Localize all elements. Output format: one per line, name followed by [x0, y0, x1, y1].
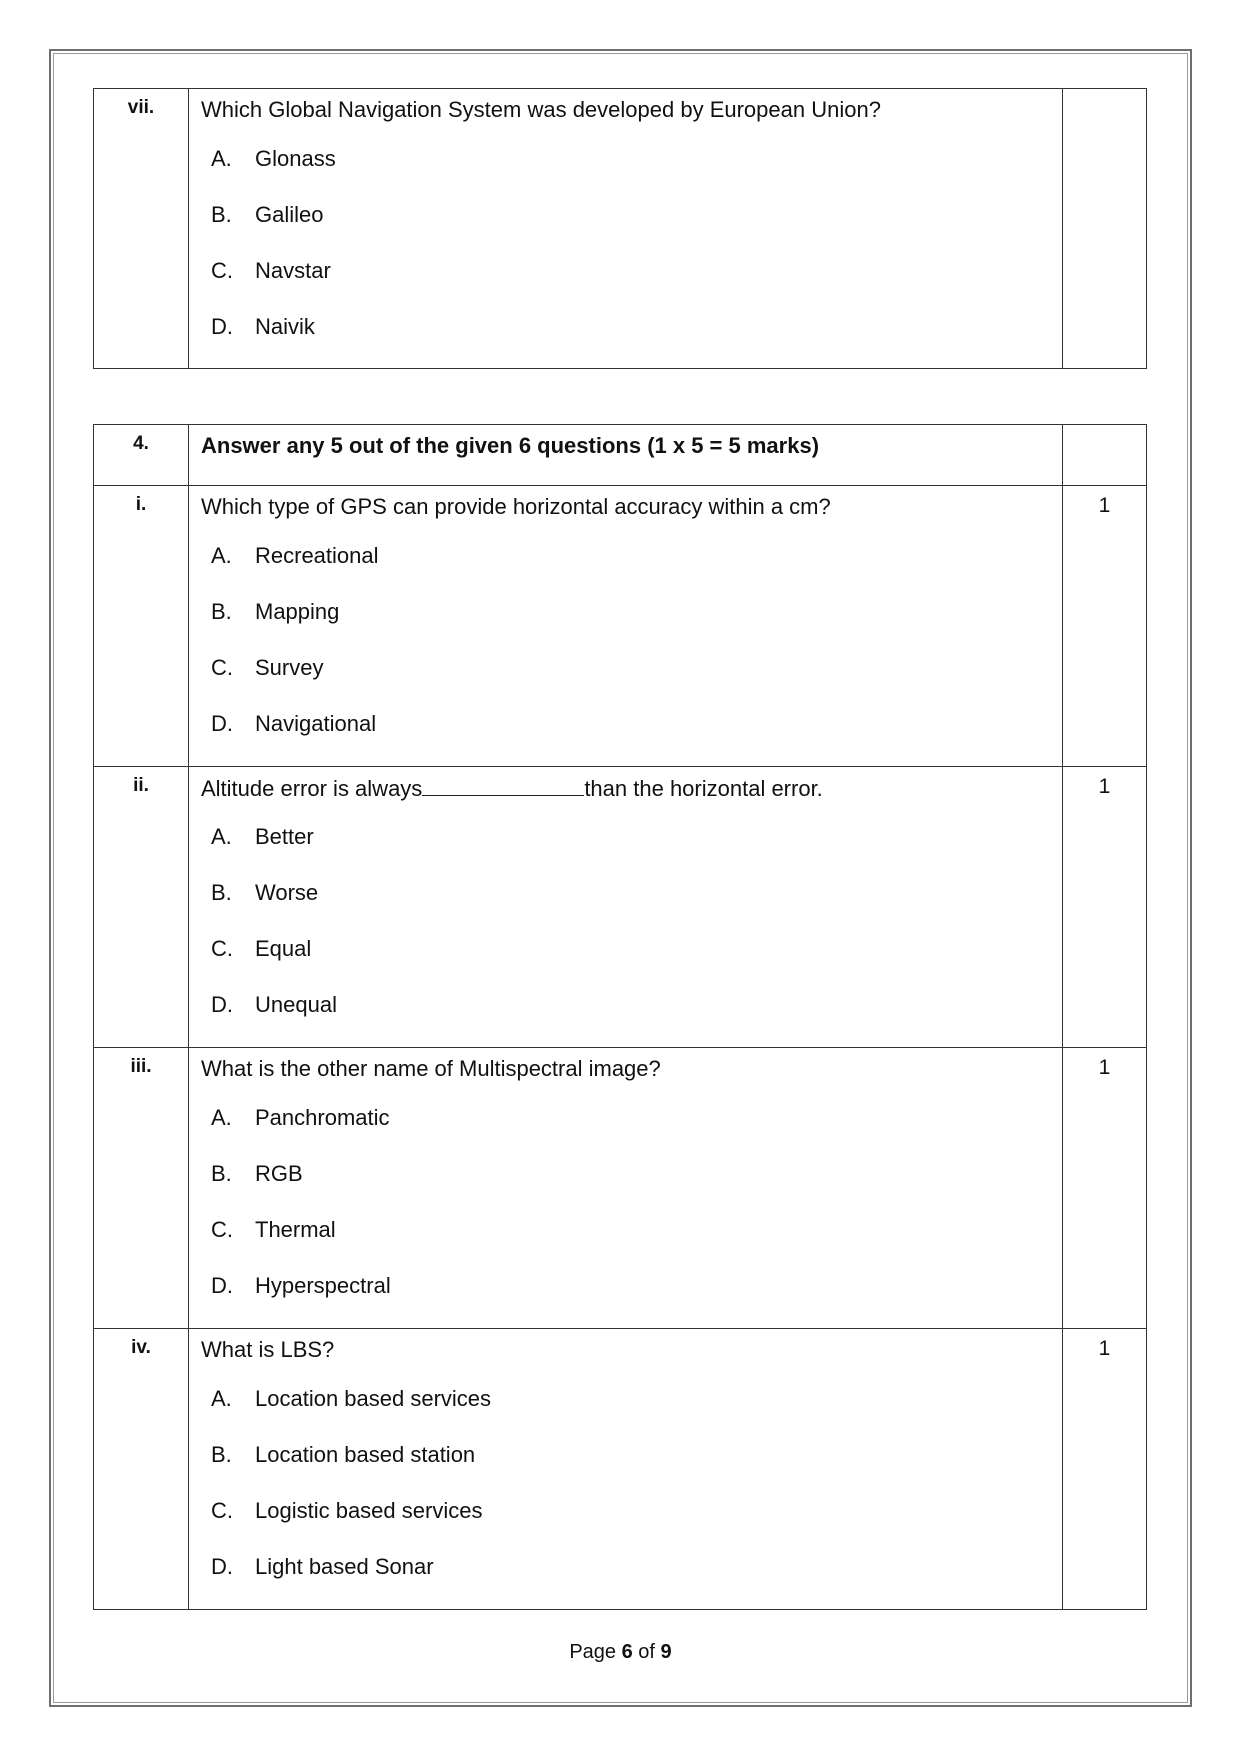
total-pages: 9 [660, 1641, 672, 1663]
option-b: B. RGB [211, 1161, 303, 1186]
question-row-i [94, 486, 1147, 767]
option-c: C. Thermal [211, 1217, 336, 1242]
question-number: ii. [94, 767, 189, 1048]
option-a: A. Recreational [211, 543, 379, 568]
question-number: iii. [94, 1048, 189, 1329]
question-row-ii [94, 767, 1147, 1048]
question-text: Which Global Navigation System was developed by European Union? [201, 97, 881, 122]
page-label: Page [569, 1641, 617, 1663]
option-d: D. Naivik [211, 314, 315, 339]
question-text: What is the other name of Multispectral image? [201, 1056, 661, 1081]
section-number: 4. [94, 425, 189, 486]
marks-value: 1 [1063, 486, 1147, 767]
question-number: iv. [94, 1329, 189, 1610]
option-a: A. Better [211, 824, 314, 849]
question-number: i. [94, 486, 189, 767]
section-heading-cell [189, 425, 1063, 486]
option-c: C. Navstar [211, 258, 331, 283]
marks-cell [1063, 425, 1147, 486]
option-c: C. Survey [211, 655, 324, 680]
section-heading: Answer any 5 out of the given 6 questions (1 x 5 = 5 marks) [201, 433, 820, 458]
question-text: Altitude error is always than the horizontal error. [201, 773, 1062, 809]
page-footer [0, 1641, 1241, 1664]
option-d: D. Hyperspectral [211, 1273, 391, 1298]
question-text: Which type of GPS can provide horizontal accuracy within a cm? [201, 494, 831, 519]
question-number: vii. [94, 89, 189, 369]
option-b: B. Mapping [211, 599, 340, 624]
question-row-iv [94, 1329, 1147, 1610]
question-body [189, 1329, 1063, 1610]
question-body [189, 486, 1063, 767]
marks-value: 1 [1063, 767, 1147, 1048]
current-page: 6 [621, 1641, 633, 1663]
option-d: D. Light based Sonar [211, 1554, 434, 1579]
page-of-label: of [638, 1641, 655, 1663]
question-body [189, 1048, 1063, 1329]
section-4-table [93, 424, 1147, 1610]
option-a: A. Glonass [211, 146, 336, 171]
question-table-vii [93, 88, 1147, 369]
option-c: C. Equal [211, 936, 312, 961]
option-c: C. Logistic based services [211, 1498, 483, 1523]
question-body [189, 767, 1063, 1048]
option-d: D. Navigational [211, 711, 377, 736]
fill-in-blank [422, 773, 584, 796]
question-body [189, 89, 1063, 369]
marks-value: 1 [1063, 1329, 1147, 1610]
question-text: What is LBS? [201, 1337, 335, 1362]
option-a: A. Panchromatic [211, 1105, 390, 1130]
option-b: B. Location based station [211, 1442, 476, 1467]
option-d: D. Unequal [211, 992, 337, 1017]
question-row-iii [94, 1048, 1147, 1329]
option-b: B. Galileo [211, 202, 324, 227]
option-b: B. Worse [211, 880, 319, 905]
marks-cell [1063, 89, 1147, 369]
marks-value: 1 [1063, 1048, 1147, 1329]
option-a: A. Location based services [211, 1386, 492, 1411]
